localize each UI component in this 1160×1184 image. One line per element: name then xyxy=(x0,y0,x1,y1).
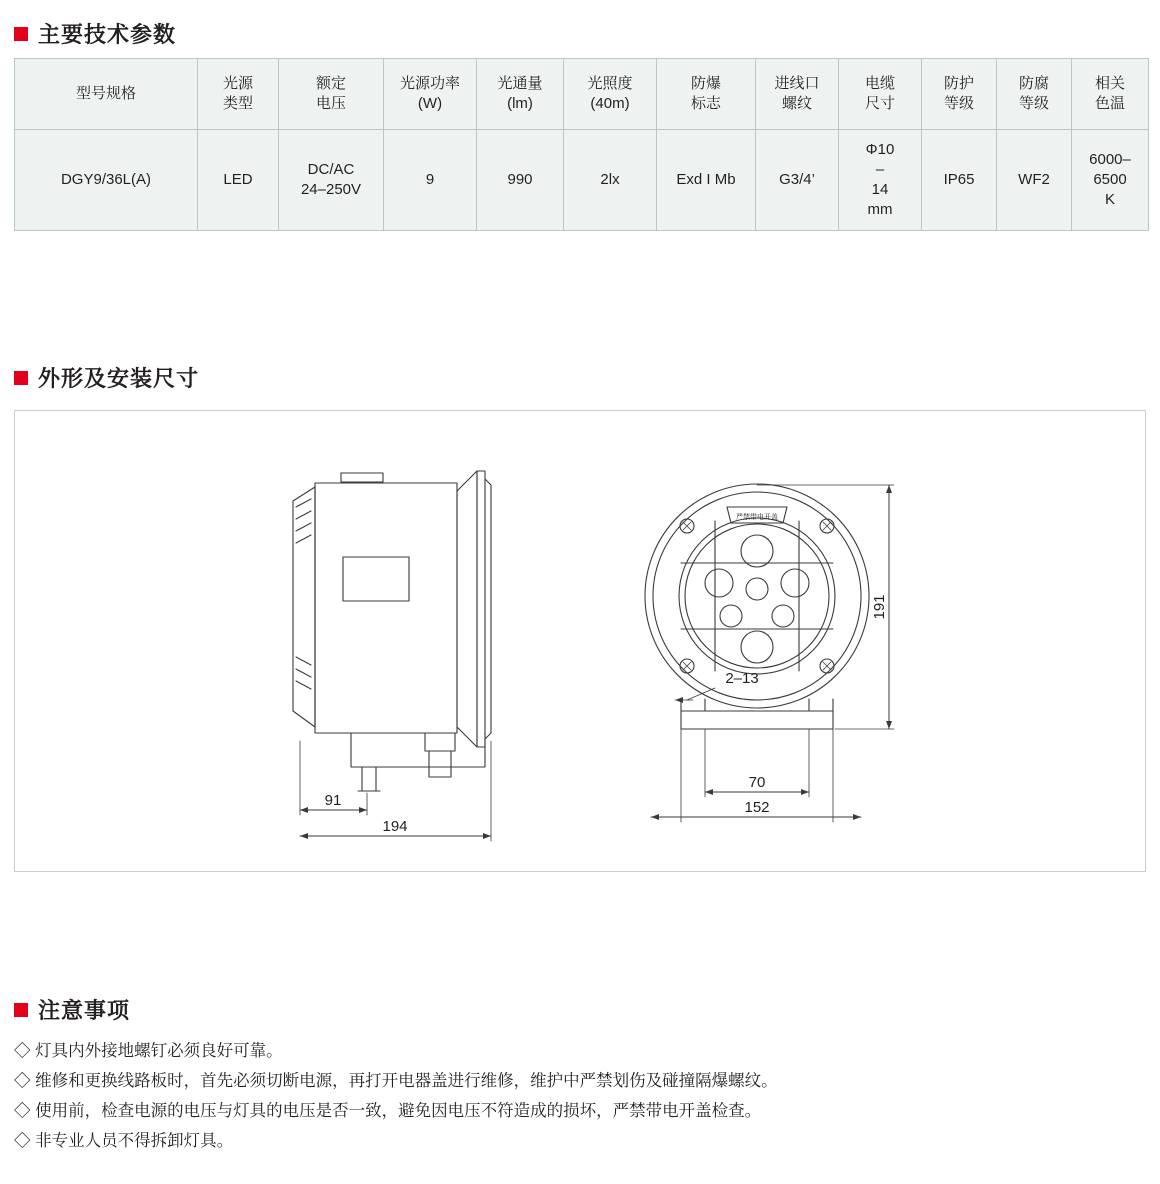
dimension-drawing-panel xyxy=(14,410,1146,872)
cell-lumen: 990 xyxy=(477,130,564,231)
note-item: ◇ 灯具内外接地螺钉必须良好可靠。 xyxy=(14,1042,283,1060)
led-bead-bottom xyxy=(741,631,773,663)
cell-voltage xyxy=(279,130,384,231)
header-thread xyxy=(756,59,839,130)
header-lumen xyxy=(477,59,564,130)
header-power xyxy=(384,59,477,130)
cable-gland-body xyxy=(425,733,455,751)
header-corrosion-rating-line1: 防腐 xyxy=(1018,74,1049,92)
header-power-line2: (W) xyxy=(417,95,443,112)
header-cable-size-line1: 电缆 xyxy=(864,74,895,92)
cell-cable-size-line4: mm xyxy=(867,201,893,219)
header-ip-rating xyxy=(922,59,997,130)
header-source-type-line2: 类型 xyxy=(222,95,253,112)
header-thread-line2: 螺纹 xyxy=(781,95,812,112)
header-cct-line1: 相关 xyxy=(1094,74,1125,92)
dimension-label-152: 152 xyxy=(744,799,770,816)
section-title-parameters: 主要技术参数 xyxy=(38,22,177,47)
cell-voltage-line2: 24–250V xyxy=(300,181,362,198)
red-square-icon xyxy=(14,27,28,41)
cell-corrosion-rating: WF2 xyxy=(997,130,1072,231)
dimension-label-2-13: 2–13 xyxy=(725,670,759,687)
led-bead-left-lower xyxy=(720,605,742,627)
lamp-front-flange xyxy=(457,471,477,747)
header-ex-mark xyxy=(657,59,756,130)
cell-cct-line1: 6000– xyxy=(1089,150,1131,168)
section-heading-parameters xyxy=(14,18,176,49)
cell-cable-size-line3: 14 xyxy=(871,181,889,198)
header-illuminance-line1: 光照度 xyxy=(587,74,633,92)
header-voltage xyxy=(279,59,384,130)
lamp-body xyxy=(315,483,457,733)
led-bead-right-upper xyxy=(781,569,809,597)
cell-cct-line3: K xyxy=(1104,191,1115,209)
header-corrosion-rating-line2: 等级 xyxy=(1018,95,1049,112)
led-bead-left-upper xyxy=(705,569,733,597)
header-ex-mark-line2: 标志 xyxy=(690,95,721,112)
lamp-nameplate xyxy=(343,557,409,601)
mounting-bracket xyxy=(351,733,485,767)
note-item: ◇ 使用前，检查电源的电压与灯具的电压是否一致，避免因电压不符造成的损坏，严禁带电开盖检查。 xyxy=(14,1102,762,1120)
warning-plate-label: 严禁带电开盖 xyxy=(736,514,778,521)
mounting-base-plate xyxy=(681,711,833,729)
mounting-base-outline xyxy=(681,699,833,711)
header-cable-size-line2: 尺寸 xyxy=(864,95,895,112)
header-lumen-line1: 光通量 xyxy=(497,74,543,92)
section-title-dimensions: 外形及安装尺寸 xyxy=(38,366,200,391)
cell-ex-mark: Exd I Mb xyxy=(657,130,756,231)
header-lumen-line2: (lm) xyxy=(507,95,533,112)
dimension-label-91: 91 xyxy=(324,792,342,809)
cell-cct xyxy=(1072,130,1149,231)
front-lens-circle xyxy=(679,518,835,674)
led-bead-top xyxy=(741,535,773,567)
header-voltage-line1: 额定 xyxy=(315,74,346,92)
header-model xyxy=(15,59,198,130)
bracket-foot xyxy=(362,767,376,791)
cable-gland-neck xyxy=(429,751,451,777)
section-heading-notes xyxy=(14,994,130,1025)
cell-thread: G3/4’ xyxy=(756,130,839,231)
led-bead-center xyxy=(746,578,768,600)
cell-cable-size xyxy=(839,130,922,231)
cell-cable-size-line2: – xyxy=(875,160,885,178)
cell-voltage-line1: DC/AC xyxy=(307,160,355,178)
spec-table-container xyxy=(14,58,1148,231)
cell-cable-size-line1: Φ10 xyxy=(865,140,895,158)
header-source-type xyxy=(198,59,279,130)
header-cable-size xyxy=(839,59,922,130)
dimension-label-70: 70 xyxy=(748,774,766,791)
red-square-icon xyxy=(14,371,28,385)
section-heading-dimensions xyxy=(14,362,199,393)
cell-power: 9 xyxy=(384,130,477,231)
header-corrosion-rating xyxy=(997,59,1072,130)
red-square-icon xyxy=(14,1003,28,1017)
notes-list xyxy=(14,1036,1144,1156)
dimension-label-194: 194 xyxy=(382,818,408,835)
header-ex-mark-line1: 防爆 xyxy=(690,74,721,92)
header-ip-rating-line1: 防护 xyxy=(943,74,974,92)
header-cct-line2: 色温 xyxy=(1094,95,1125,112)
header-source-type-line1: 光源 xyxy=(222,74,253,92)
table-row xyxy=(15,130,1149,231)
note-item: ◇ 非专业人员不得拆卸灯具。 xyxy=(14,1132,234,1150)
table-header-row xyxy=(15,59,1149,130)
header-illuminance-line2: (40m) xyxy=(590,95,630,112)
lamp-rear-fin xyxy=(293,487,315,727)
header-cct xyxy=(1072,59,1149,130)
section-title-notes: 注意事项 xyxy=(38,998,131,1023)
header-thread-line1: 进线口 xyxy=(774,74,820,92)
header-ip-rating-line2: 等级 xyxy=(943,95,974,112)
spec-table xyxy=(14,58,1149,231)
header-model-line1: 型号规格 xyxy=(75,84,136,102)
cell-cct-line2: 6500 xyxy=(1093,170,1127,188)
header-illuminance xyxy=(564,59,657,130)
cell-illuminance: 2lx xyxy=(564,130,657,231)
dimension-drawing xyxy=(15,411,1145,871)
header-voltage-line2: 电压 xyxy=(315,95,346,112)
cell-model: DGY9/36L(A) xyxy=(15,130,198,231)
dimension-label-191: 191 xyxy=(871,594,888,620)
header-power-line1: 光源功率 xyxy=(399,74,460,92)
spec-table-head xyxy=(15,59,1149,130)
cell-ip-rating: IP65 xyxy=(922,130,997,231)
spec-table-body xyxy=(15,130,1149,231)
cell-source-type: LED xyxy=(198,130,279,231)
note-item: ◇ 维修和更换线路板时，首先必须切断电源，再打开电器盖进行维修，维护中严禁划伤及碰撞隔爆螺纹。 xyxy=(14,1072,778,1090)
led-bead-right-lower xyxy=(772,605,794,627)
lamp-top-cap xyxy=(341,473,383,482)
